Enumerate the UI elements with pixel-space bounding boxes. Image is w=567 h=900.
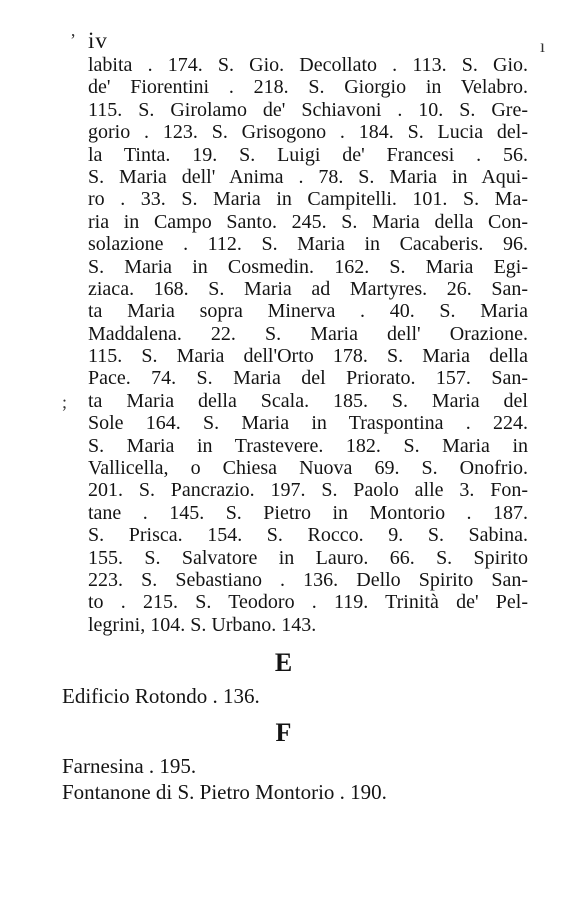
text-line: ria in Campo Santo. 245. S. Maria della Con- — [88, 210, 528, 233]
text-line: 201. S. Pancrazio. 197. S. Paolo alle 3. Fon- — [88, 479, 528, 502]
text-line: ziaca. 168. S. Maria ad Martyres. 26. San- — [88, 277, 528, 300]
text-line: Vallicella, o Chiesa Nuova 69. S. Onofrio. — [88, 457, 528, 480]
text-line: ta Maria della Scala. 185. S. Maria del — [88, 389, 528, 412]
text-line: 155. S. Salvatore in Lauro. 66. S. Spirito — [88, 546, 528, 569]
text-line: S. Prisca. 154. S. Rocco. 9. S. Sabina. — [88, 524, 528, 547]
text-line: de' Fiorentini . 218. S. Giorgio in Velabro. — [88, 76, 528, 99]
section-heading-f: F — [275, 718, 292, 747]
text-line: ro . 33. S. Maria in Campitelli. 101. S. Ma- — [88, 188, 528, 211]
index-entry: Farnesina . 195. — [62, 754, 197, 778]
index-entry: Fontanone di S. Pietro Montorio . 190. — [62, 780, 387, 804]
text-line: labita . 174. S. Gio. Decollato . 113. S. Gio. — [88, 54, 528, 76]
text-line: to . 215. S. Teodoro . 119. Trinità de' Pel- — [88, 591, 528, 614]
text-line: 223. S. Sebastiano . 136. Dello Spirito San- — [88, 568, 528, 591]
text-line: gorio . 123. S. Grisogono . 184. S. Lucia del- — [88, 121, 528, 144]
text-line: 115. S. Maria dell'Orto 178. S. Maria della — [88, 345, 528, 368]
text-line: Sole 164. S. Maria in Traspontina . 224. — [88, 412, 528, 435]
text-line: solazione . 112. S. Maria in Cacaberis. 96. — [88, 233, 528, 256]
text-line: S. Maria dell' Anima . 78. S. Maria in Aqui- — [88, 165, 528, 188]
text-line: S. Maria in Trastevere. 182. S. Maria in — [88, 434, 528, 457]
index-entry: Edificio Rotondo . 136. — [62, 684, 260, 708]
text-line: la Tinta. 19. S. Luigi de' Francesi . 56. — [88, 143, 528, 166]
text-line: legrini, 104. S. Urbano. 143. — [88, 613, 317, 636]
margin-speck: ı — [540, 36, 546, 56]
margin-speck: ʼ — [70, 30, 76, 50]
text-line: ta Maria sopra Minerva . 40. S. Maria — [88, 300, 528, 323]
text-line: S. Maria in Cosmedin. 162. S. Maria Egi- — [88, 255, 528, 278]
text-line: Pace. 74. S. Maria del Priorato. 157. San- — [88, 367, 528, 390]
margin-speck: ; — [62, 392, 68, 412]
text-line: 115. S. Girolamo de' Schiavoni . 10. S. Gre- — [88, 98, 528, 121]
index-text-block — [88, 54, 528, 636]
page-number: iv — [88, 28, 108, 53]
text-line: tane . 145. S. Pietro in Montorio . 187. — [88, 501, 528, 524]
text-line: Maddalena. 22. S. Maria dell' Orazione. — [88, 322, 528, 345]
section-heading-e: E — [274, 648, 293, 677]
